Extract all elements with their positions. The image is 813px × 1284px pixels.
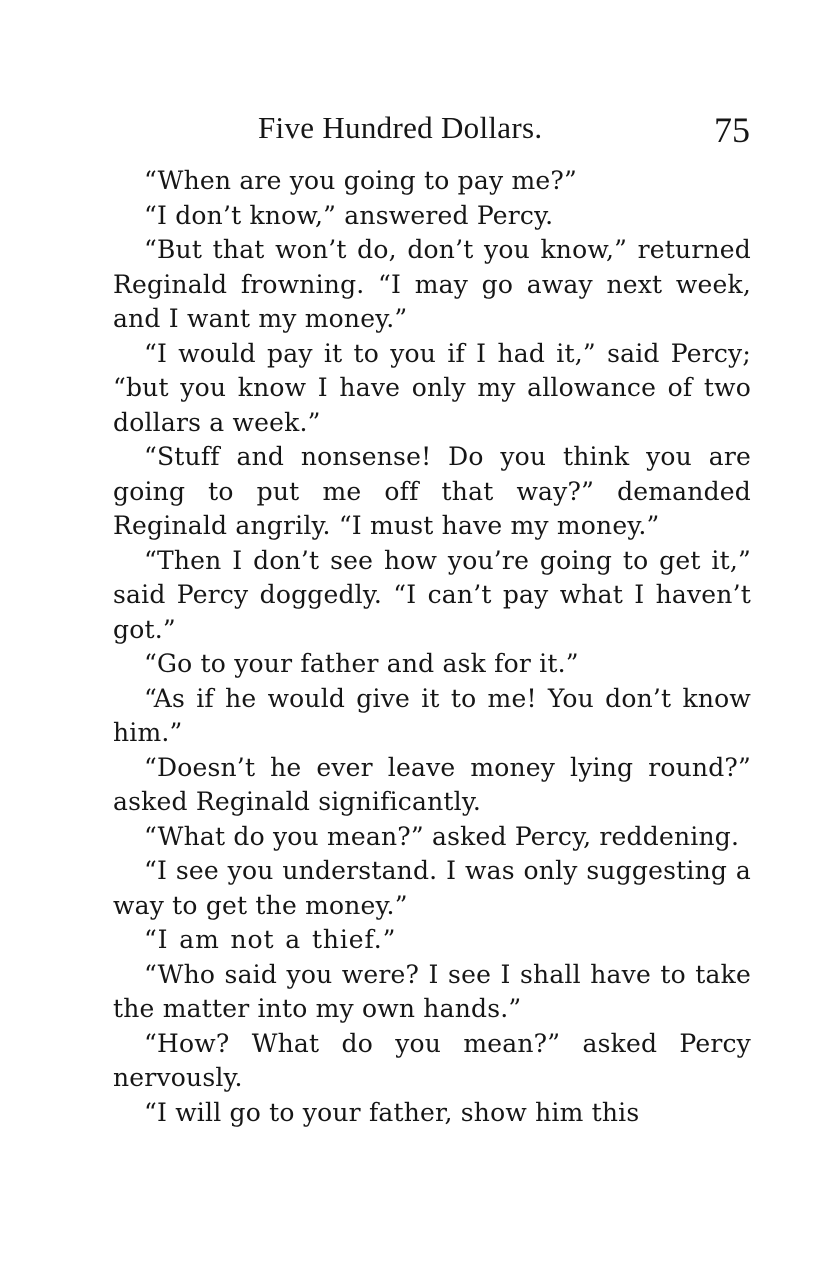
paragraph: “Then I don’t see how you’re going to get it,” said Percy doggedly. “I can’t pay what I haven’t got.”	[113, 545, 751, 644]
paragraph: “I am not a thief.”	[144, 925, 397, 954]
paragraph: “Go to your father and ask for it.”	[144, 649, 579, 678]
paragraph: “I don’t know,” answered Percy.	[144, 200, 554, 230]
paragraph: “What do you mean?” asked Percy, reddening.	[144, 821, 740, 851]
paragraph: “Doesn’t he ever leave money lying round?” asked Reginald significantly.	[113, 752, 751, 816]
paragraph: “Stuff and nonsense! Do you think you are going to put me off that way?” demanded Reginald angrily. “I must have my money.”	[113, 442, 751, 540]
page-number: 75	[714, 110, 750, 150]
paragraph: “But that won’t do, don’t you know,” returned Reginald frowning. “I may go away next week, and I want my money.”	[113, 235, 751, 333]
paragraph: “How? What do you mean?” asked Percy nervously.	[113, 1028, 751, 1092]
paragraph: “As if he would give it to me! You don’t know him.”	[113, 683, 751, 747]
paragraph: “When are you going to pay me?”	[144, 166, 577, 195]
paragraph: “I would pay it to you if I had it,” said Percy; “but you know I have only my allowance of two dollars a week.”	[113, 338, 751, 437]
body-text	[113, 164, 751, 1130]
paragraph: “I will go to your father, show him this	[144, 1097, 640, 1127]
paragraph: “I see you understand. I was only suggesting a way to get the money.”	[113, 856, 751, 920]
running-head	[0, 108, 813, 154]
paragraph: “Who said you were? I see I shall have to take the matter into my own hands.”	[113, 959, 751, 1023]
running-title: Five Hundred Dollars.	[258, 110, 543, 145]
